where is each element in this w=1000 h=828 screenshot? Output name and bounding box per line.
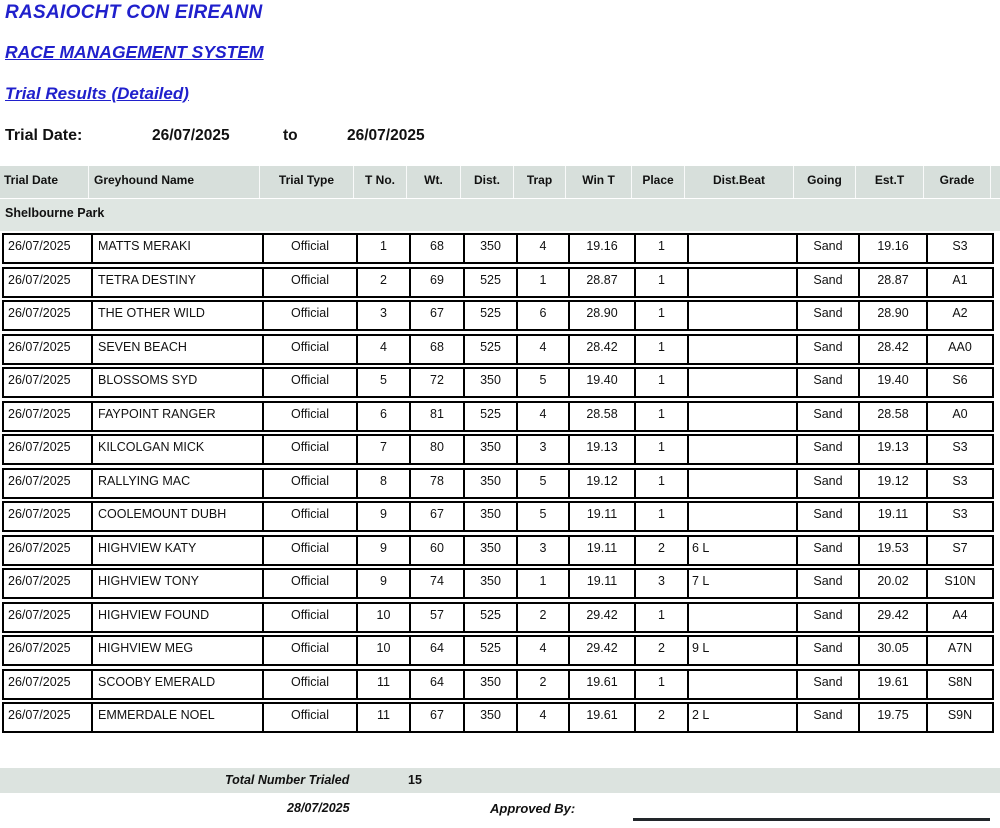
cell-place: 1 xyxy=(636,369,689,396)
cell-est-t: 19.13 xyxy=(860,436,928,463)
cell-greyhound-name: SEVEN BEACH xyxy=(93,336,264,363)
cell-trial-date: 26/07/2025 xyxy=(4,604,93,631)
header-greyhound-name: Greyhound Name xyxy=(89,166,260,198)
cell-going: Sand xyxy=(798,637,860,664)
table-row xyxy=(2,501,994,532)
cell-est-t: 19.53 xyxy=(860,537,928,564)
table-row xyxy=(2,233,994,264)
cell-wt: 68 xyxy=(411,336,465,363)
table-body xyxy=(2,233,994,736)
table-row xyxy=(2,568,994,599)
cell-going: Sand xyxy=(798,537,860,564)
cell-going: Sand xyxy=(798,604,860,631)
cell-dist-beat xyxy=(689,436,798,463)
cell-dist-beat xyxy=(689,403,798,430)
cell-win-t: 19.13 xyxy=(570,436,636,463)
header-place: Place xyxy=(632,166,685,198)
cell-trap: 6 xyxy=(518,302,570,329)
table-row xyxy=(2,267,994,298)
cell-grade: S8N xyxy=(947,674,973,689)
cell-dist: 525 xyxy=(465,336,518,363)
cell-trial-date: 26/07/2025 xyxy=(4,369,93,396)
cell-wt: 67 xyxy=(411,704,465,731)
total-band xyxy=(0,768,1000,793)
cell-going: Sand xyxy=(798,570,860,597)
cell-greyhound-name: HIGHVIEW MEG xyxy=(93,637,264,664)
report-title: Trial Results (Detailed) xyxy=(5,84,189,103)
cell-grade: S10N xyxy=(944,574,976,588)
cell-trial-type: Official xyxy=(264,336,358,363)
table-row xyxy=(2,300,994,331)
cell-win-t: 19.11 xyxy=(570,537,636,564)
header-dist-beat: Dist.Beat xyxy=(685,166,794,198)
cell-dist: 350 xyxy=(465,470,518,497)
cell-greyhound-name: HIGHVIEW TONY xyxy=(93,570,264,597)
cell-est-t: 19.61 xyxy=(860,671,928,698)
cell-place: 1 xyxy=(636,269,689,296)
cell-est-t: 19.40 xyxy=(860,369,928,396)
cell-place: 2 xyxy=(636,537,689,564)
cell-trial-date: 26/07/2025 xyxy=(4,470,93,497)
cell-dist-beat xyxy=(689,470,798,497)
trial-date-filter xyxy=(0,127,1000,157)
cell-dist: 350 xyxy=(465,436,518,463)
track-name: Shelbourne Park xyxy=(5,206,105,220)
cell-trap: 1 xyxy=(518,269,570,296)
table-row xyxy=(2,702,994,733)
cell-trap: 4 xyxy=(518,637,570,664)
cell-win-t: 28.87 xyxy=(570,269,636,296)
table-row xyxy=(2,367,994,398)
cell-place: 1 xyxy=(636,470,689,497)
cell-est-t: 28.90 xyxy=(860,302,928,329)
cell-trial-type: Official xyxy=(264,369,358,396)
cell-trap: 5 xyxy=(518,470,570,497)
cell-going: Sand xyxy=(798,269,860,296)
cell-grade: S6 xyxy=(952,373,968,387)
cell-trap: 5 xyxy=(518,369,570,396)
table-row xyxy=(2,635,994,666)
cell-greyhound-name: COOLEMOUNT DUBH xyxy=(93,503,264,530)
cell-win-t: 29.42 xyxy=(570,604,636,631)
cell-est-t: 28.58 xyxy=(860,403,928,430)
cell-trial-type: Official xyxy=(264,302,358,329)
cell-greyhound-name: THE OTHER WILD xyxy=(93,302,264,329)
cell-t-no: 9 xyxy=(358,503,411,530)
cell-trial-date: 26/07/2025 xyxy=(4,704,93,731)
cell-win-t: 29.42 xyxy=(570,637,636,664)
cell-trial-type: Official xyxy=(264,269,358,296)
cell-trial-type: Official xyxy=(264,704,358,731)
cell-trap: 4 xyxy=(518,336,570,363)
cell-trial-type: Official xyxy=(264,503,358,530)
cell-trial-date: 26/07/2025 xyxy=(4,336,93,363)
table-row xyxy=(2,602,994,633)
cell-trap: 3 xyxy=(518,537,570,564)
cell-greyhound-name: HIGHVIEW FOUND xyxy=(93,604,264,631)
cell-greyhound-name: SCOOBY EMERALD xyxy=(93,671,264,698)
cell-trap: 4 xyxy=(518,403,570,430)
cell-t-no: 2 xyxy=(358,269,411,296)
cell-trap: 4 xyxy=(518,235,570,262)
system-title: RACE MANAGEMENT SYSTEM xyxy=(5,42,264,62)
cell-dist-beat: 2 L xyxy=(689,704,798,731)
cell-trial-date: 26/07/2025 xyxy=(4,637,93,664)
header-going: Going xyxy=(794,166,856,198)
cell-grade: A1 xyxy=(952,272,968,287)
cell-trial-type: Official xyxy=(264,604,358,631)
cell-trial-type: Official xyxy=(264,637,358,664)
cell-place: 1 xyxy=(636,336,689,363)
cell-wt: 72 xyxy=(411,369,465,396)
header-trap: Trap xyxy=(514,166,566,198)
cell-place: 3 xyxy=(636,570,689,597)
cell-trap: 5 xyxy=(518,503,570,530)
cell-trial-type: Official xyxy=(264,470,358,497)
cell-trap: 2 xyxy=(518,671,570,698)
cell-wt: 69 xyxy=(411,269,465,296)
cell-t-no: 7 xyxy=(358,436,411,463)
cell-grade: A0 xyxy=(952,406,968,421)
cell-grade: AA0 xyxy=(948,339,972,354)
header-est-t: Est.T xyxy=(856,166,924,198)
header-win-t: Win T xyxy=(566,166,632,198)
table-row xyxy=(2,401,994,432)
cell-trial-date: 26/07/2025 xyxy=(4,302,93,329)
cell-going: Sand xyxy=(798,369,860,396)
cell-dist: 525 xyxy=(465,403,518,430)
cell-dist-beat: 7 L xyxy=(689,570,798,597)
cell-dist-beat xyxy=(689,302,798,329)
cell-dist-beat: 9 L xyxy=(689,637,798,664)
table-row xyxy=(2,535,994,566)
cell-est-t: 28.87 xyxy=(860,269,928,296)
track-band xyxy=(0,199,1000,231)
cell-t-no: 11 xyxy=(358,671,411,698)
cell-trial-type: Official xyxy=(264,235,358,262)
cell-trial-date: 26/07/2025 xyxy=(4,570,93,597)
cell-win-t: 19.16 xyxy=(570,235,636,262)
cell-place: 2 xyxy=(636,704,689,731)
cell-dist-beat xyxy=(689,671,798,698)
signature-line xyxy=(633,818,990,821)
cell-t-no: 10 xyxy=(358,637,411,664)
table-header-row xyxy=(0,166,991,198)
cell-trial-type: Official xyxy=(264,537,358,564)
cell-win-t: 28.42 xyxy=(570,336,636,363)
cell-est-t: 19.12 xyxy=(860,470,928,497)
cell-dist: 350 xyxy=(465,503,518,530)
cell-place: 1 xyxy=(636,302,689,329)
cell-grade: S3 xyxy=(952,473,968,488)
cell-win-t: 19.11 xyxy=(570,570,636,597)
cell-t-no: 9 xyxy=(358,570,411,597)
table-header-band xyxy=(0,166,1000,198)
cell-going: Sand xyxy=(798,503,860,530)
cell-trial-date: 26/07/2025 xyxy=(4,403,93,430)
cell-win-t: 28.58 xyxy=(570,403,636,430)
trial-date-from: 26/07/2025 xyxy=(152,127,230,144)
cell-trap: 2 xyxy=(518,604,570,631)
cell-t-no: 8 xyxy=(358,470,411,497)
cell-trial-type: Official xyxy=(264,570,358,597)
cell-grade: A2 xyxy=(952,306,968,320)
total-trialed-label: Total Number Trialed xyxy=(225,773,350,787)
org-title: RASAIOCHT CON EIREANN xyxy=(5,2,263,23)
cell-going: Sand xyxy=(798,336,860,363)
cell-wt: 78 xyxy=(411,470,465,497)
cell-going: Sand xyxy=(798,470,860,497)
trial-date-to: 26/07/2025 xyxy=(347,127,425,144)
cell-dist-beat: 6 L xyxy=(689,537,798,564)
cell-win-t: 28.90 xyxy=(570,302,636,329)
cell-dist: 525 xyxy=(465,637,518,664)
printed-date: 28/07/2025 xyxy=(287,801,350,815)
header-dist: Dist. xyxy=(461,166,514,198)
cell-wt: 64 xyxy=(411,671,465,698)
cell-dist-beat xyxy=(689,235,798,262)
cell-going: Sand xyxy=(798,235,860,262)
cell-grade: S9N xyxy=(947,708,973,722)
header-trial-type: Trial Type xyxy=(260,166,354,198)
cell-wt: 67 xyxy=(411,503,465,530)
cell-greyhound-name: KILCOLGAN MICK xyxy=(93,436,264,463)
cell-t-no: 3 xyxy=(358,302,411,329)
cell-trial-date: 26/07/2025 xyxy=(4,537,93,564)
cell-going: Sand xyxy=(798,302,860,329)
cell-est-t: 20.02 xyxy=(860,570,928,597)
trial-date-label: Trial Date: xyxy=(5,127,83,144)
cell-dist: 350 xyxy=(465,704,518,731)
cell-place: 1 xyxy=(636,604,689,631)
cell-wt: 80 xyxy=(411,436,465,463)
cell-grade: A7N xyxy=(947,641,973,655)
cell-win-t: 19.61 xyxy=(570,671,636,698)
cell-greyhound-name: HIGHVIEW KATY xyxy=(93,537,264,564)
cell-grade: S3 xyxy=(952,507,968,521)
cell-trial-date: 26/07/2025 xyxy=(4,671,93,698)
cell-wt: 57 xyxy=(411,604,465,631)
cell-t-no: 11 xyxy=(358,704,411,731)
header-wt: Wt. xyxy=(407,166,461,198)
cell-greyhound-name: TETRA DESTINY xyxy=(93,269,264,296)
cell-dist: 525 xyxy=(465,302,518,329)
cell-est-t: 28.42 xyxy=(860,336,928,363)
cell-dist: 350 xyxy=(465,671,518,698)
header-trial-date: Trial Date xyxy=(0,166,89,198)
cell-greyhound-name: FAYPOINT RANGER xyxy=(93,403,264,430)
table-row xyxy=(2,434,994,465)
cell-trial-date: 26/07/2025 xyxy=(4,269,93,296)
cell-grade: S7 xyxy=(952,540,968,555)
cell-grade: A4 xyxy=(952,607,968,622)
cell-place: 1 xyxy=(636,436,689,463)
cell-greyhound-name: EMMERDALE NOEL xyxy=(93,704,264,731)
cell-dist-beat xyxy=(689,336,798,363)
cell-wt: 74 xyxy=(411,570,465,597)
header-grade: Grade xyxy=(924,166,991,198)
cell-trap: 1 xyxy=(518,570,570,597)
cell-dist-beat xyxy=(689,369,798,396)
cell-win-t: 19.61 xyxy=(570,704,636,731)
cell-win-t: 19.12 xyxy=(570,470,636,497)
cell-dist: 350 xyxy=(465,369,518,396)
cell-t-no: 6 xyxy=(358,403,411,430)
cell-going: Sand xyxy=(798,671,860,698)
cell-place: 1 xyxy=(636,403,689,430)
cell-grade: S3 xyxy=(952,440,968,454)
cell-trap: 3 xyxy=(518,436,570,463)
table-row xyxy=(2,334,994,365)
cell-place: 1 xyxy=(636,671,689,698)
cell-trial-date: 26/07/2025 xyxy=(4,503,93,530)
cell-wt: 60 xyxy=(411,537,465,564)
cell-greyhound-name: MATTS MERAKI xyxy=(93,235,264,262)
trial-date-to-word: to xyxy=(283,127,298,144)
cell-trap: 4 xyxy=(518,704,570,731)
cell-est-t: 19.75 xyxy=(860,704,928,731)
cell-dist: 525 xyxy=(465,604,518,631)
cell-trial-date: 26/07/2025 xyxy=(4,235,93,262)
cell-wt: 81 xyxy=(411,403,465,430)
cell-win-t: 19.11 xyxy=(570,503,636,530)
cell-wt: 68 xyxy=(411,235,465,262)
cell-wt: 67 xyxy=(411,302,465,329)
cell-est-t: 29.42 xyxy=(860,604,928,631)
cell-trial-type: Official xyxy=(264,671,358,698)
cell-dist-beat xyxy=(689,604,798,631)
cell-dist: 350 xyxy=(465,570,518,597)
table-row xyxy=(2,669,994,700)
cell-going: Sand xyxy=(798,704,860,731)
cell-greyhound-name: BLOSSOMS SYD xyxy=(93,369,264,396)
table-row xyxy=(2,468,994,499)
cell-going: Sand xyxy=(798,403,860,430)
cell-going: Sand xyxy=(798,436,860,463)
cell-dist-beat xyxy=(689,269,798,296)
cell-t-no: 4 xyxy=(358,336,411,363)
cell-place: 1 xyxy=(636,503,689,530)
cell-dist: 350 xyxy=(465,235,518,262)
cell-est-t: 19.11 xyxy=(860,503,928,530)
cell-place: 2 xyxy=(636,637,689,664)
approved-by-label: Approved By: xyxy=(490,801,576,816)
cell-grade: S3 xyxy=(952,239,968,253)
cell-trial-type: Official xyxy=(264,403,358,430)
total-trialed-value: 15 xyxy=(408,773,422,787)
cell-dist: 525 xyxy=(465,269,518,296)
cell-est-t: 19.16 xyxy=(860,235,928,262)
cell-win-t: 19.40 xyxy=(570,369,636,396)
cell-greyhound-name: RALLYING MAC xyxy=(93,470,264,497)
cell-t-no: 10 xyxy=(358,604,411,631)
cell-t-no: 1 xyxy=(358,235,411,262)
cell-place: 1 xyxy=(636,235,689,262)
cell-dist: 350 xyxy=(465,537,518,564)
cell-t-no: 9 xyxy=(358,537,411,564)
cell-dist-beat xyxy=(689,503,798,530)
cell-trial-date: 26/07/2025 xyxy=(4,436,93,463)
cell-wt: 64 xyxy=(411,637,465,664)
cell-t-no: 5 xyxy=(358,369,411,396)
header-t-no: T No. xyxy=(354,166,407,198)
cell-est-t: 30.05 xyxy=(860,637,928,664)
cell-trial-type: Official xyxy=(264,436,358,463)
